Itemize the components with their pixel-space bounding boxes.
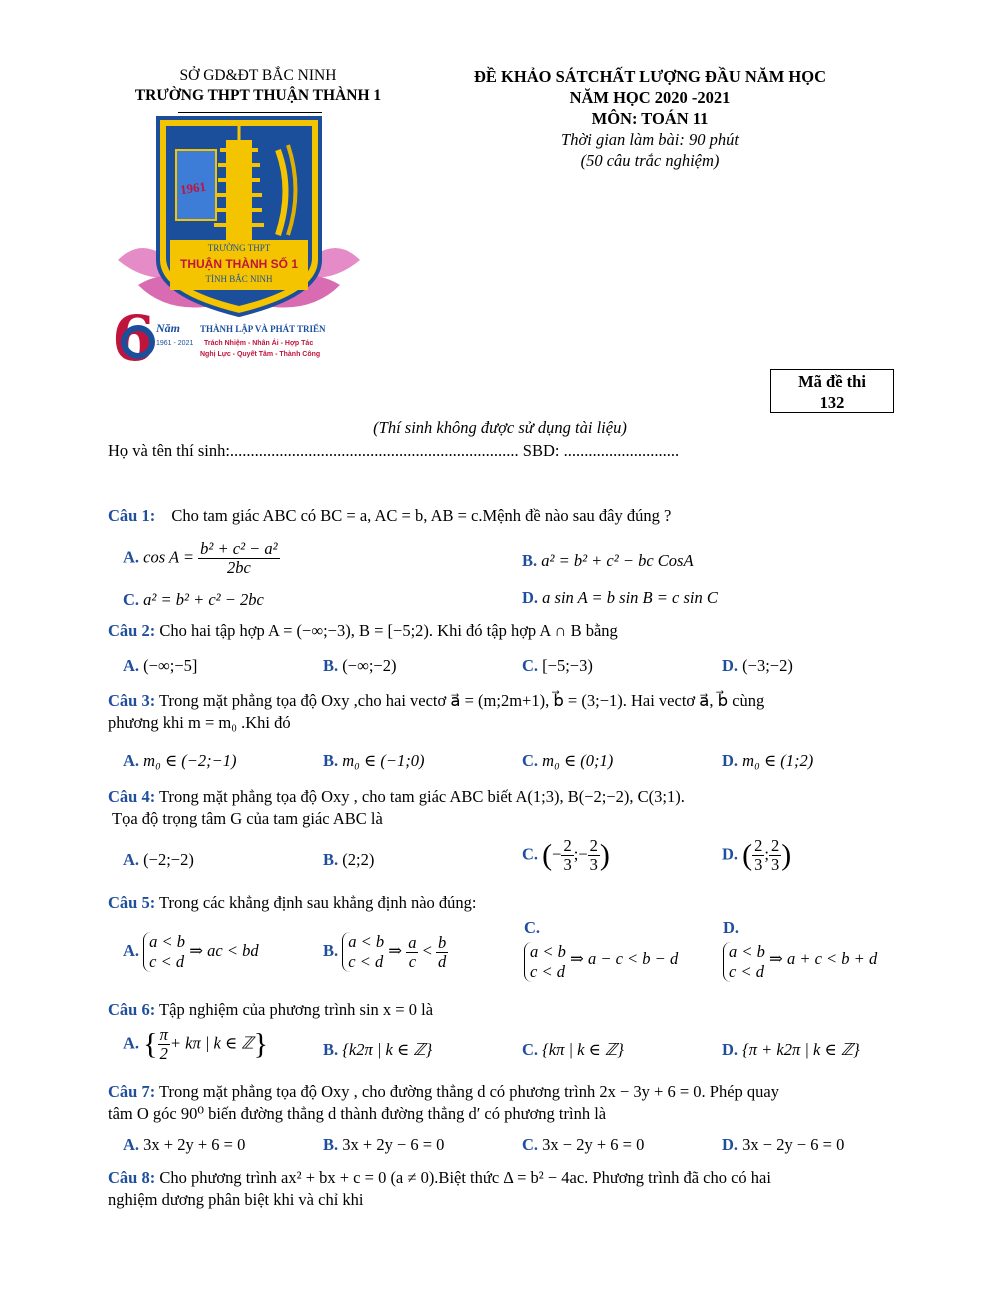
fraction [752,837,764,874]
exam-duration: Thời gian làm bài: 90 phút [561,130,739,149]
motto-line1: Trách Nhiệm - Nhân Ái - Hợp Tác [204,340,314,347]
question-text-cont: nghiệm dương phân biệt khi và chỉ khi [108,1190,364,1209]
option-letter: C. [522,844,539,864]
option-3a[interactable] [123,751,237,771]
option-5d[interactable] [723,918,877,982]
option-3c[interactable] [522,751,613,771]
question-7 [108,1081,888,1125]
option-5a[interactable] [123,932,259,972]
option-2d[interactable] [722,656,793,676]
option-3b[interactable] [323,751,425,771]
header-left [108,66,408,106]
question-number: Câu 2: [108,621,156,640]
option-letter: D. [722,844,739,864]
logo-line1: TRƯỜNG THPT [207,243,271,253]
fraction-denominator: 2bc [226,558,251,577]
less-than: < [422,940,432,960]
question-6 [108,999,888,1021]
fraction-numerator: π [159,1025,168,1044]
option-4c[interactable]: C. (− $\frac{2}{3}$ ;− $\frac{2}{3}$ ) [522,836,610,874]
option-letter: D. [722,656,739,675]
school-year: NĂM HỌC 2020 -2021 [569,88,731,107]
fraction [769,837,781,874]
school-logo-graphic [108,110,370,372]
fraction-denominator: 3 [754,855,763,874]
system-row: a < b [149,932,186,951]
fraction-denominator: 3 [563,855,572,874]
option-letter: A. [123,940,140,960]
system-row: c < d [149,952,185,971]
option-7d[interactable] [722,1135,844,1155]
option-text: (−3;−2) [742,656,793,675]
question-text-cont: Tọa độ trọng tâm G của tam giác ABC là [112,809,383,828]
question-3 [108,690,888,734]
option-text: + kπ | k ∈ ℤ [169,1033,254,1053]
option-letter: C. [522,1135,539,1154]
option-6c[interactable] [522,1040,624,1060]
fraction-denominator: 2 [159,1044,168,1063]
question-4 [108,786,888,830]
option-text: 3x + 2y − 6 = 0 [342,1135,445,1154]
option-7c[interactable] [522,1135,644,1155]
question-text: Trong mặt phẳng tọa độ Oxy ,cho hai vectơ a⃗ = (m;2m+1), b⃗ = (3;−1). Hai vectơ a⃗, b⃗ cùng [159,691,765,710]
fraction-numerator: a [408,932,417,952]
option-letter: C. [522,1040,539,1059]
fraction-numerator: 2 [754,836,763,855]
department-name: SỞ GD&ĐT BẮC NINH [179,67,337,84]
question-1 [108,505,888,527]
question-text: Cho hai tập hợp A = (−∞;−3), B = [−5;2). Khi đó tập hợp A ∩ B bằng [159,621,618,640]
option-text: m₀ ∈ (−1;0) [342,751,425,770]
option-letter: C. [524,918,541,937]
option-text: a sin A = b sin B = c sin C [542,588,718,607]
exam-title: ĐỀ KHẢO SÁTCHẤT LƯỢNG ĐẦU NĂM HỌC [473,67,827,86]
option-text: m₀ ∈ (1;2) [742,751,814,770]
option-2c[interactable] [522,656,593,676]
question-text: Trong mặt phẳng tọa độ Oxy , cho đường thẳng d có phương trình 2x − 3y + 6 = 0. Phép quay [159,1082,779,1101]
option-text: a² = b² + c² − 2bc [143,590,264,609]
option-6a[interactable]: A. { $\frac{\pi}{2}$ + kπ | k ∈ ℤ} [123,1025,268,1063]
exam-code-value: 132 [819,393,845,412]
question-number: Câu 1: [108,506,156,525]
fraction-denominator: 3 [771,855,780,874]
system-row: c < d [348,952,384,971]
option-4b[interactable] [323,850,374,870]
fraction [436,934,448,971]
option-letter: D. [722,1135,739,1154]
option-text: {kπ | k ∈ ℤ} [542,1040,624,1059]
anniversary-years: 1961 - 2021 [156,340,194,347]
question-text-cont: tâm O góc 90⁰ biến đường thẳng d thành đường thẳng d′ có phương trình là [108,1104,607,1123]
fraction [198,540,279,577]
logo-line3: TỈNH BẮC NINH [205,274,273,284]
question-2 [108,620,888,642]
fraction-numerator: 2 [563,836,572,855]
option-6d[interactable] [722,1040,860,1060]
school-logo [108,110,370,372]
option-text: {π + k2π | k ∈ ℤ} [742,1040,860,1059]
anniversary-label: Năm [156,321,180,335]
fraction-denominator: c [408,951,417,971]
option-letter: C. [522,751,539,770]
option-letter: B. [323,940,339,960]
option-text: 3x − 2y + 6 = 0 [542,1135,645,1154]
option-2b[interactable] [323,656,396,676]
question-number: Câu 4: [108,787,156,806]
option-2a[interactable] [123,656,197,676]
option-letter: B. [522,551,538,570]
anniversary-title: THÀNH LẬP VÀ PHÁT TRIỂN [200,324,326,334]
option-letter: B. [323,751,339,770]
system-row: c < d [729,962,764,981]
option-7b[interactable] [323,1135,444,1155]
fraction-numerator: 2 [771,836,780,855]
inequality-system [723,942,765,982]
option-7a[interactable] [123,1135,245,1155]
system-row: a < b [530,942,566,961]
option-text: (−∞;−2) [342,656,397,675]
question-number: Câu 6: [108,1000,156,1019]
question-text: Cho tam giác ABC có BC = a, AC = b, AB = c.Mệnh đề nào sau đây đúng ? [171,506,672,525]
question-number: Câu 3: [108,691,156,710]
implies-arrow: ⇒ [388,940,403,960]
option-letter: A. [123,656,140,675]
option-text: [−5;−3) [542,656,593,675]
option-6b[interactable] [323,1040,432,1060]
logo-line2: THUẬN THÀNH SỐ 1 [179,257,299,271]
question-count: (50 câu trắc nghiệm) [580,151,720,170]
question-text-cont: phương khi m = m₀ .Khi đó [108,713,291,732]
fraction-numerator: b² + c² − a² [200,539,278,558]
option-text: ⇒ a − c < b − d [570,948,679,968]
option-letter: A. [123,1135,140,1154]
exam-note: (Thí sinh không được sử dụng tài liệu) [373,418,627,437]
option-letter: A. [123,547,140,567]
option-5b[interactable] [323,932,448,972]
option-letter: B. [323,1135,339,1154]
option-letter: D. [722,751,739,770]
option-4a[interactable] [123,850,194,870]
option-text: (2;2) [342,850,375,869]
question-5 [108,892,888,914]
fraction-denominator: 3 [589,855,598,874]
option-text: ⇒ a + c < b + d [769,948,878,968]
question-text: Cho phương trình ax² + bx + c = 0 (a ≠ 0).Biệt thức Δ = b² − 4ac. Phương trình đã cho có hai [159,1168,771,1187]
option-4d[interactable]: D. ( $\frac{2}{3}$ ; $\frac{2}{3}$ ) [722,836,792,874]
system-row: a < b [729,942,765,961]
subject: MÔN: TOÁN 11 [591,109,709,128]
inequality-system [524,942,566,982]
option-letter: A. [123,1033,140,1053]
question-text: Trong mặt phẳng tọa độ Oxy , cho tam giác ABC biết A(1;3), B(−2;−2), C(3;1). [159,787,685,806]
question-8 [108,1167,888,1211]
question-text: Tập nghiệm của phương trình sin x = 0 là [159,1000,434,1019]
fraction [561,837,573,874]
option-letter: C. [522,656,539,675]
option-text: 3x − 2y − 6 = 0 [742,1135,845,1154]
option-text: ⇒ ac < bd [189,940,259,960]
fraction-denominator: d [438,951,447,971]
fraction-numerator: 2 [589,836,598,855]
exam-code-label: Mã đề thi [798,372,866,391]
option-1d[interactable] [522,588,718,608]
option-1c[interactable] [123,590,264,610]
option-5c[interactable] [524,918,678,982]
question-number: Câu 8: [108,1168,156,1187]
option-text: {k2π | k ∈ ℤ} [342,1040,433,1059]
option-text: (−2;−2) [143,850,194,869]
option-text: (−∞;−5] [143,656,198,675]
logo-year: 1961 [179,178,207,198]
system-row: a < b [348,932,385,951]
option-letter: A. [123,850,140,869]
option-text: cos A = [143,547,195,567]
option-letter: D. [522,588,539,607]
question-number: Câu 5: [108,893,156,912]
option-3d[interactable] [722,751,813,771]
option-text: m₀ ∈ (0;1) [542,751,614,770]
system-row: c < d [530,962,565,981]
option-letter: C. [123,590,140,609]
option-letter: A. [123,751,140,770]
candidate-info-line: Họ và tên thí sinh:...................................................................... SBD: ............................ [108,441,680,460]
option-text: 3x + 2y + 6 = 0 [143,1135,246,1154]
fraction [588,837,600,874]
exam-code-box [770,369,894,413]
option-letter: B. [323,850,339,869]
question-number: Câu 7: [108,1082,156,1101]
question-text: Trong các khẳng định sau khẳng định nào đúng: [159,893,477,912]
option-text: m₀ ∈ (−2;−1) [143,751,237,770]
school-name: TRƯỜNG THPT THUẬN THÀNH 1 [134,87,382,104]
option-letter: D. [722,1040,739,1059]
fraction [158,1026,170,1063]
fraction-numerator: b [438,932,447,952]
fraction [406,934,418,971]
option-text: a² = b² + c² − bc CosA [541,551,694,570]
inequality-system [143,932,185,972]
option-1b[interactable] [522,551,694,571]
header-right [440,66,860,171]
option-letter: B. [323,656,339,675]
anniversary-six: 6 [112,302,156,372]
option-letter: B. [323,1040,339,1059]
option-letter: D. [723,918,740,937]
inequality-system [342,932,384,972]
motto-line2: Nghị Lực - Quyết Tâm - Thành Công [200,351,321,358]
option-1a[interactable] [123,540,280,577]
